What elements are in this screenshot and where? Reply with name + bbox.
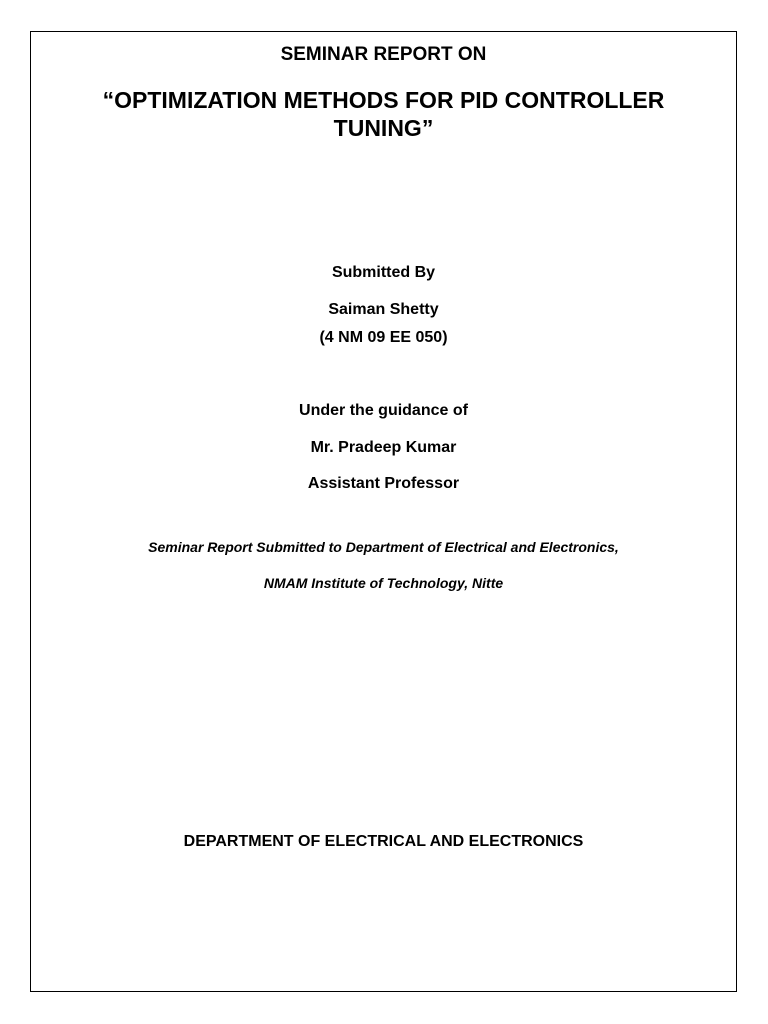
guide-name: Mr. Pradeep Kumar — [310, 439, 457, 456]
guidance-label: Under the guidance of — [299, 402, 468, 419]
report-heading: SEMINAR REPORT ON — [280, 44, 487, 65]
guide-designation: Assistant Professor — [307, 475, 460, 492]
report-title: “OPTIMIZATION METHODS FOR PID CONTROLLER TUNING” — [102, 87, 665, 141]
roll-number: (4 NM 09 EE 050) — [319, 329, 448, 346]
department-name: DEPARTMENT OF ELECTRICAL AND ELECTRONICS — [183, 833, 584, 850]
submission-note-line-1: Seminar Report Submitted to Department of Electrical and Electronics, — [148, 539, 619, 555]
submitted-by-label: Submitted By — [331, 264, 436, 281]
submission-note-line-2: NMAM Institute of Technology, Nitte — [263, 575, 504, 591]
author-name: Saiman Shetty — [328, 301, 439, 318]
